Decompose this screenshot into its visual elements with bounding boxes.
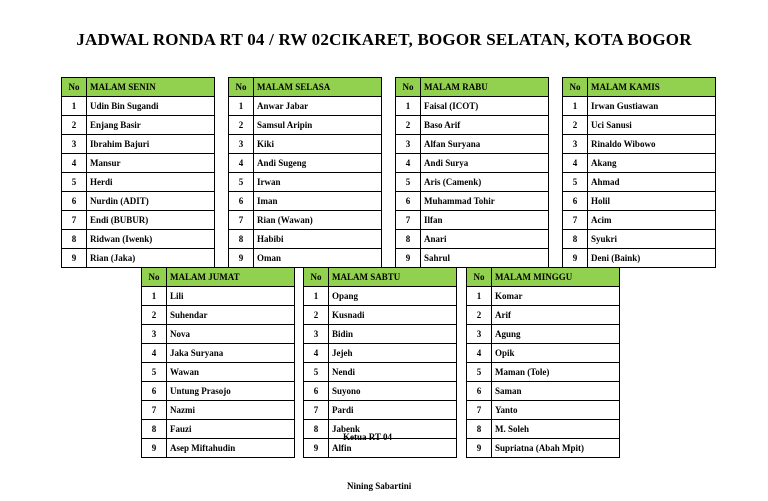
row-number: 2 bbox=[467, 306, 492, 325]
row-number: 8 bbox=[396, 230, 421, 249]
row-number: 8 bbox=[563, 230, 588, 249]
guard-name: Holil bbox=[588, 192, 716, 211]
guard-name: Habibi bbox=[254, 230, 382, 249]
table-malam-minggu bbox=[466, 267, 620, 458]
column-header-no: No bbox=[467, 268, 492, 287]
column-header-no: No bbox=[229, 78, 254, 97]
table-row bbox=[229, 211, 382, 230]
table-row bbox=[142, 363, 295, 382]
column-header-day: MALAM SELASA bbox=[254, 78, 382, 97]
table-row bbox=[62, 116, 215, 135]
table-malam-senin bbox=[61, 77, 215, 268]
table-header-row bbox=[142, 268, 295, 287]
table-row bbox=[563, 230, 716, 249]
column-header-no: No bbox=[62, 78, 87, 97]
guard-name: Saman bbox=[492, 382, 620, 401]
row-number: 9 bbox=[396, 249, 421, 268]
guard-name: Asep Miftahudin bbox=[167, 439, 295, 458]
guard-name: Ibrahim Bajuri bbox=[87, 135, 215, 154]
row-number: 5 bbox=[467, 363, 492, 382]
column-header-day: MALAM SABTU bbox=[329, 268, 457, 287]
row-number: 5 bbox=[563, 173, 588, 192]
table-row bbox=[62, 154, 215, 173]
row-number: 8 bbox=[229, 230, 254, 249]
table-row bbox=[396, 230, 549, 249]
guard-name: Akang bbox=[588, 154, 716, 173]
table-row bbox=[142, 344, 295, 363]
guard-name: Udin Bin Sugandi bbox=[87, 97, 215, 116]
row-number: 2 bbox=[304, 306, 329, 325]
guard-name: Faisal (ICOT) bbox=[421, 97, 549, 116]
row-number: 7 bbox=[142, 401, 167, 420]
table-malam-jumat bbox=[141, 267, 295, 458]
guard-name: Rinaldo Wibowo bbox=[588, 135, 716, 154]
row-number: 4 bbox=[229, 154, 254, 173]
row-number: 7 bbox=[467, 401, 492, 420]
column-header-no: No bbox=[304, 268, 329, 287]
table-row bbox=[563, 97, 716, 116]
column-header-day: MALAM RABU bbox=[421, 78, 549, 97]
row-number: 9 bbox=[467, 439, 492, 458]
table-header-row bbox=[229, 78, 382, 97]
table-row bbox=[563, 173, 716, 192]
table-row bbox=[62, 97, 215, 116]
column-header-day: MALAM JUMAT bbox=[167, 268, 295, 287]
table-row bbox=[62, 211, 215, 230]
guard-name: Rian (Wawan) bbox=[254, 211, 382, 230]
table-row bbox=[229, 173, 382, 192]
row-number: 3 bbox=[304, 325, 329, 344]
signature-name: Nining Sabartini bbox=[347, 481, 412, 491]
row-number: 9 bbox=[62, 249, 87, 268]
table-row bbox=[396, 192, 549, 211]
table-row bbox=[142, 325, 295, 344]
row-number: 1 bbox=[304, 287, 329, 306]
row-number: 1 bbox=[396, 97, 421, 116]
guard-name: Komar bbox=[492, 287, 620, 306]
guard-name: Jaka Suryana bbox=[167, 344, 295, 363]
row-number: 5 bbox=[396, 173, 421, 192]
row-number: 2 bbox=[62, 116, 87, 135]
table-header-row bbox=[396, 78, 549, 97]
table-row bbox=[563, 249, 716, 268]
guard-name: Mansur bbox=[87, 154, 215, 173]
row-number: 5 bbox=[62, 173, 87, 192]
table-row bbox=[396, 97, 549, 116]
guard-name: Nendi bbox=[329, 363, 457, 382]
table-malam-sabtu bbox=[303, 267, 457, 458]
table-row bbox=[229, 154, 382, 173]
row-number: 2 bbox=[396, 116, 421, 135]
row-number: 4 bbox=[62, 154, 87, 173]
row-number: 8 bbox=[142, 420, 167, 439]
row-number: 1 bbox=[467, 287, 492, 306]
table-row bbox=[229, 192, 382, 211]
table-row bbox=[142, 382, 295, 401]
table-row bbox=[62, 192, 215, 211]
guard-name: Alfan Suryana bbox=[421, 135, 549, 154]
guard-name: Herdi bbox=[87, 173, 215, 192]
row-number: 7 bbox=[396, 211, 421, 230]
row-number: 5 bbox=[229, 173, 254, 192]
row-number: 8 bbox=[304, 420, 329, 439]
guard-name: Suyono bbox=[329, 382, 457, 401]
guard-name: Uci Sanusi bbox=[588, 116, 716, 135]
guard-name: Oman bbox=[254, 249, 382, 268]
row-number: 8 bbox=[467, 420, 492, 439]
column-header-day: MALAM MINGGU bbox=[492, 268, 620, 287]
row-number: 9 bbox=[142, 439, 167, 458]
table-row bbox=[304, 401, 457, 420]
table-row bbox=[396, 173, 549, 192]
guard-name: Endi (BUBUR) bbox=[87, 211, 215, 230]
row-number: 6 bbox=[62, 192, 87, 211]
row-number: 6 bbox=[304, 382, 329, 401]
row-number: 6 bbox=[396, 192, 421, 211]
table-row bbox=[396, 135, 549, 154]
row-number: 4 bbox=[142, 344, 167, 363]
row-number: 7 bbox=[563, 211, 588, 230]
guard-name: Muhammad Tohir bbox=[421, 192, 549, 211]
table-row bbox=[229, 135, 382, 154]
row-number: 3 bbox=[62, 135, 87, 154]
table-row bbox=[467, 439, 620, 458]
row-number: 7 bbox=[304, 401, 329, 420]
table-row bbox=[142, 439, 295, 458]
row-number: 4 bbox=[467, 344, 492, 363]
row-number: 2 bbox=[229, 116, 254, 135]
guard-name: Yanto bbox=[492, 401, 620, 420]
table-row bbox=[563, 116, 716, 135]
table-row bbox=[467, 401, 620, 420]
guard-name: Kiki bbox=[254, 135, 382, 154]
table-row bbox=[467, 325, 620, 344]
table-row bbox=[467, 287, 620, 306]
row-number: 5 bbox=[142, 363, 167, 382]
guard-name: Lili bbox=[167, 287, 295, 306]
row-number: 9 bbox=[563, 249, 588, 268]
guard-name: Wawan bbox=[167, 363, 295, 382]
table-row bbox=[304, 382, 457, 401]
table-row bbox=[563, 211, 716, 230]
guard-name: Maman (Tole) bbox=[492, 363, 620, 382]
guard-name: Supriatna (Abah Mpit) bbox=[492, 439, 620, 458]
row-number: 3 bbox=[396, 135, 421, 154]
table-row bbox=[62, 135, 215, 154]
table-row bbox=[396, 249, 549, 268]
table-row bbox=[62, 173, 215, 192]
table-row bbox=[467, 306, 620, 325]
row-number: 1 bbox=[229, 97, 254, 116]
table-malam-rabu bbox=[395, 77, 549, 268]
table-row bbox=[467, 420, 620, 439]
row-number: 1 bbox=[563, 97, 588, 116]
row-number: 4 bbox=[396, 154, 421, 173]
guard-name: Rian (Jaka) bbox=[87, 249, 215, 268]
table-row bbox=[142, 287, 295, 306]
table-row bbox=[142, 401, 295, 420]
row-number: 2 bbox=[142, 306, 167, 325]
row-number: 4 bbox=[563, 154, 588, 173]
guard-name: Andi Surya bbox=[421, 154, 549, 173]
column-header-no: No bbox=[396, 78, 421, 97]
signature-title: Ketua RT 04 bbox=[343, 432, 393, 442]
guard-name: Anwar Jabar bbox=[254, 97, 382, 116]
table-row bbox=[62, 249, 215, 268]
guard-name: Untung Prasojo bbox=[167, 382, 295, 401]
table-header-row bbox=[304, 268, 457, 287]
guard-name: Arif bbox=[492, 306, 620, 325]
table-row bbox=[467, 363, 620, 382]
table-row bbox=[304, 363, 457, 382]
table-row bbox=[396, 154, 549, 173]
table-header-row bbox=[563, 78, 716, 97]
table-row bbox=[229, 97, 382, 116]
guard-name: Irwan bbox=[254, 173, 382, 192]
guard-name: Opik bbox=[492, 344, 620, 363]
row-number: 8 bbox=[62, 230, 87, 249]
table-row bbox=[304, 287, 457, 306]
guard-name: Aris (Camenk) bbox=[421, 173, 549, 192]
guard-name: Enjang Basir bbox=[87, 116, 215, 135]
column-header-no: No bbox=[142, 268, 167, 287]
row-number: 3 bbox=[229, 135, 254, 154]
table-row bbox=[467, 344, 620, 363]
table-header-row bbox=[467, 268, 620, 287]
table-row bbox=[142, 420, 295, 439]
table-row bbox=[563, 135, 716, 154]
guard-name: Nazmi bbox=[167, 401, 295, 420]
guard-name: Alfin bbox=[329, 439, 457, 458]
row-number: 6 bbox=[142, 382, 167, 401]
row-number: 2 bbox=[563, 116, 588, 135]
guard-name: Fauzi bbox=[167, 420, 295, 439]
guard-name: Sahrul bbox=[421, 249, 549, 268]
table-row bbox=[467, 382, 620, 401]
guard-name: Nurdin (ADIT) bbox=[87, 192, 215, 211]
table-header-row bbox=[62, 78, 215, 97]
table-row bbox=[304, 344, 457, 363]
table-row bbox=[229, 230, 382, 249]
guard-name: Baso Arif bbox=[421, 116, 549, 135]
guard-name: Ilfan bbox=[421, 211, 549, 230]
row-number: 3 bbox=[142, 325, 167, 344]
table-malam-kamis bbox=[562, 77, 716, 268]
table-malam-selasa bbox=[228, 77, 382, 268]
column-header-no: No bbox=[563, 78, 588, 97]
table-row bbox=[229, 116, 382, 135]
guard-name: Irwan Gustiawan bbox=[588, 97, 716, 116]
table-row bbox=[396, 116, 549, 135]
table-row bbox=[563, 192, 716, 211]
table-row bbox=[563, 154, 716, 173]
guard-name: Ahmad bbox=[588, 173, 716, 192]
guard-name: Samsul Aripin bbox=[254, 116, 382, 135]
row-number: 4 bbox=[304, 344, 329, 363]
guard-name: Iman bbox=[254, 192, 382, 211]
table-row bbox=[396, 211, 549, 230]
guard-name: Acim bbox=[588, 211, 716, 230]
guard-name: Bidin bbox=[329, 325, 457, 344]
row-number: 1 bbox=[142, 287, 167, 306]
row-number: 6 bbox=[467, 382, 492, 401]
column-header-day: MALAM SENIN bbox=[87, 78, 215, 97]
row-number: 3 bbox=[563, 135, 588, 154]
table-row bbox=[304, 325, 457, 344]
guard-name: Jejeh bbox=[329, 344, 457, 363]
guard-name: Opang bbox=[329, 287, 457, 306]
guard-name: Nova bbox=[167, 325, 295, 344]
guard-name: Suhendar bbox=[167, 306, 295, 325]
row-number: 6 bbox=[229, 192, 254, 211]
guard-name: Deni (Baink) bbox=[588, 249, 716, 268]
table-row bbox=[304, 306, 457, 325]
guard-name: Agung bbox=[492, 325, 620, 344]
table-row bbox=[142, 306, 295, 325]
column-header-day: MALAM KAMIS bbox=[588, 78, 716, 97]
row-number: 7 bbox=[229, 211, 254, 230]
table-row bbox=[229, 249, 382, 268]
guard-name: Ridwan (Iwenk) bbox=[87, 230, 215, 249]
row-number: 9 bbox=[304, 439, 329, 458]
guard-name: Andi Sugeng bbox=[254, 154, 382, 173]
row-number: 5 bbox=[304, 363, 329, 382]
guard-name: Syukri bbox=[588, 230, 716, 249]
row-number: 7 bbox=[62, 211, 87, 230]
row-number: 3 bbox=[467, 325, 492, 344]
guard-name: Pardi bbox=[329, 401, 457, 420]
row-number: 6 bbox=[563, 192, 588, 211]
guard-name: Anari bbox=[421, 230, 549, 249]
page-title: JADWAL RONDA RT 04 / RW 02CIKARET, BOGOR SELATAN, KOTA BOGOR bbox=[76, 30, 692, 49]
guard-name: M. Soleh bbox=[492, 420, 620, 439]
row-number: 9 bbox=[229, 249, 254, 268]
guard-name: Jabenk bbox=[329, 420, 457, 439]
row-number: 1 bbox=[62, 97, 87, 116]
table-row bbox=[62, 230, 215, 249]
guard-name: Kusnadi bbox=[329, 306, 457, 325]
